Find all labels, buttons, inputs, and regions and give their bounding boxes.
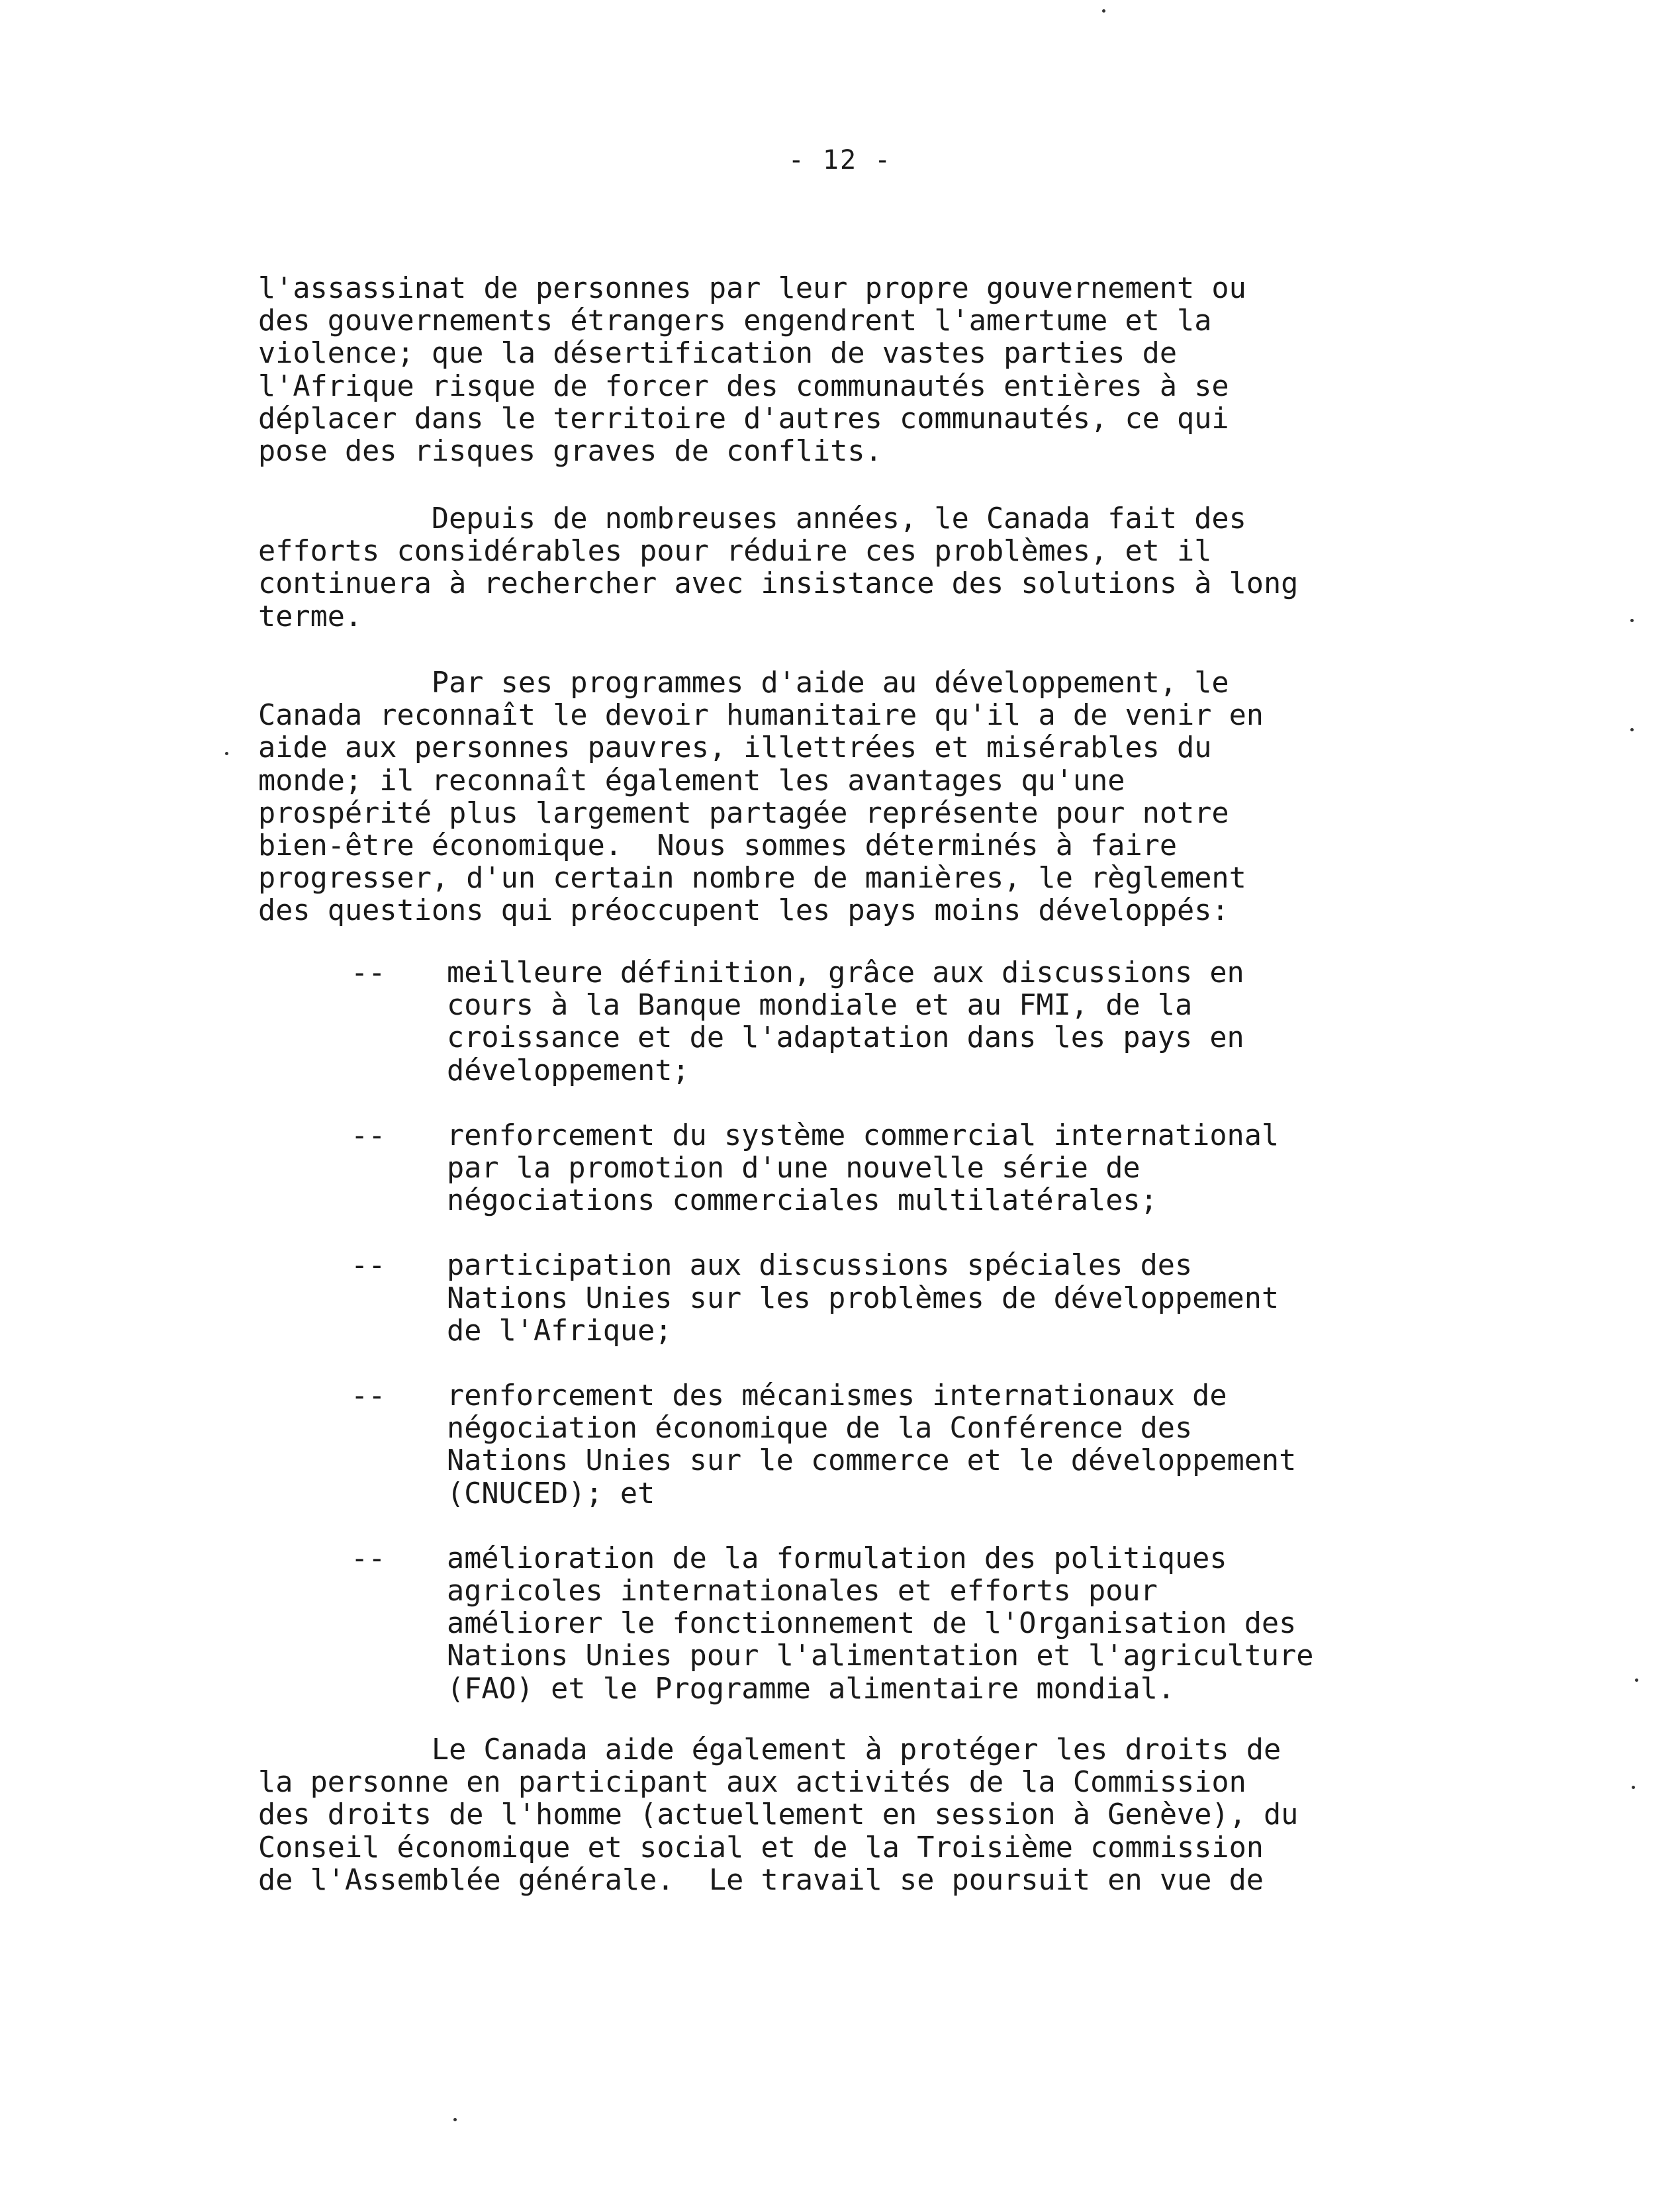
paragraph-aide-developpement: Par ses programmes d'aide au développement, le Canada reconnaît le devoir humanitaire qu'il a de venir en aide aux personnes pauvres, illettrées et misérables du monde; il reconnaît également les avantages qu'une prospérité plus largement partagée représente pour notre bien-être économique. Nous sommes déterminés à faire progresser, d'un certain nombre de manières, le règlement des questions qui préoccupent les pays moins développés: bbox=[258, 666, 1264, 928]
bullet-text: meilleure définition, grâce aux discussions en cours à la Banque mondiale et au FMI, de la croissance et de l'adaptation dans les pays en développement; bbox=[447, 956, 1244, 1087]
paragraph-droits-personne: Le Canada aide également à protéger les droits de la personne en participant aux activités de la Commission des droits de l'homme (actuellement en session à Genève), du Conseil économique et social et de la Troisième commission de l'Assemblée générale. Le travail se poursuit en vue de bbox=[258, 1733, 1299, 1897]
scan-speck bbox=[1635, 1678, 1638, 1682]
bullet-text: participation aux discussions spéciales des Nations Unies sur les problèmes de développement de l'Afrique; bbox=[447, 1249, 1280, 1348]
paragraph-assassinat: l'assassinat de personnes par leur propre gouvernement ou des gouvernements étrangers engendrent l'amertume et la violence; que la désertification de vastes parties de l'Afrique risque de forcer des communautés entières à se déplacer dans le territoire d'autres communautés, ce qui pose des risques graves de conflits. bbox=[258, 272, 1246, 469]
bullet-text: renforcement des mécanismes internationaux de négociation économique de la Conférence des Nations Unies sur le commerce et le développement (CNUCED); et bbox=[447, 1379, 1297, 1510]
bullet-text: amélioration de la formulation des politiques agricoles internationales et efforts pour améliorer le fonctionnement de l'Organisation des Nations Unies pour l'alimentation et l'agriculture (FAO) et le Programme alimentaire mondial. bbox=[447, 1541, 1314, 1706]
bullet-dash: -- bbox=[351, 1249, 386, 1283]
scan-speck bbox=[1630, 619, 1634, 622]
list-item bbox=[351, 1120, 1443, 1218]
list-item bbox=[351, 1250, 1443, 1348]
list-item bbox=[351, 1380, 1443, 1510]
scan-speck bbox=[1632, 1786, 1635, 1789]
list-item bbox=[351, 957, 1443, 1087]
bullet-dash: -- bbox=[351, 1379, 386, 1413]
scan-speck bbox=[1630, 728, 1634, 731]
bullet-text: renforcement du système commercial international par la promotion d'une nouvelle série de négociations commerciales multilatérales; bbox=[447, 1119, 1280, 1218]
bullet-dash: -- bbox=[351, 956, 386, 989]
page-number: - 12 - bbox=[788, 145, 892, 175]
bullet-dash: -- bbox=[351, 1119, 386, 1152]
bullet-dash: -- bbox=[351, 1541, 386, 1575]
paragraph-efforts-canada: Depuis de nombreuses années, le Canada fait des efforts considérables pour réduire ces problèmes, et il continuera à rechercher avec insistance des solutions à long terme. bbox=[258, 502, 1299, 633]
scan-speck bbox=[453, 2118, 457, 2121]
bullet-list bbox=[351, 957, 1443, 1738]
scan-speck bbox=[1102, 9, 1105, 13]
list-item bbox=[351, 1543, 1443, 1706]
scan-speck bbox=[225, 752, 228, 755]
